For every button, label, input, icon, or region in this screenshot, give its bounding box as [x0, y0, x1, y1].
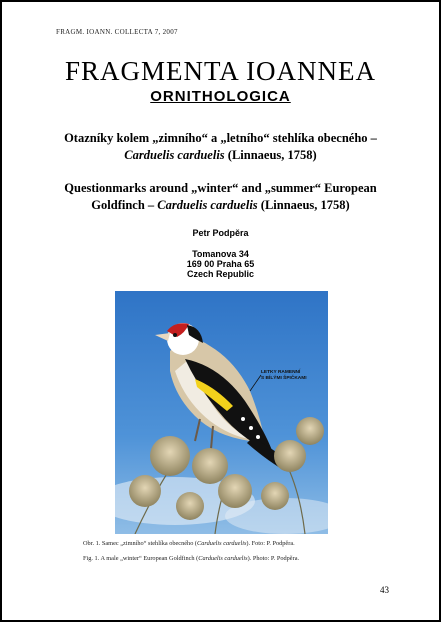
- page-number: 43: [380, 585, 389, 595]
- caption-en-suffix: ). Photo: P. Podpěra.: [247, 555, 300, 562]
- address-street: Tomanova 34: [192, 249, 249, 259]
- article-title-czech: [32, 130, 409, 164]
- title-en-line1: Questionmarks around „winter“ and „summer“ European: [64, 181, 377, 195]
- photo-annotation-line1: LETKY RAMENNÍ: [261, 370, 301, 375]
- caption-english: [83, 555, 299, 562]
- title-cz-species: Carduelis carduelis: [124, 148, 225, 162]
- caption-cz-prefix: Obr. 1. Samec „zimního“ stehlíka obecného (: [83, 540, 198, 547]
- photo-annotation-line2: S BÍLÝMI ŠPIČKAMI: [261, 376, 307, 381]
- title-cz-authority: (Linnaeus, 1758): [224, 148, 317, 162]
- author-name: Petr Podpěra: [192, 228, 249, 238]
- title-en-authority: (Linnaeus, 1758): [257, 198, 350, 212]
- caption-cz-suffix: ). Foto: P. Podpěra.: [246, 540, 295, 547]
- caption-en-species: Carduelis carduelis: [198, 555, 248, 562]
- article-title-english: [32, 180, 409, 214]
- address-country: Czech Republic: [186, 269, 254, 279]
- journal-subtitle: [2, 88, 439, 105]
- title-cz-line1: Otazníky kolem „zimního“ a „letního“ stehlíka obecného –: [64, 131, 377, 145]
- caption-en-prefix: Fig. 1. A male „winter“ European Goldfinch (: [83, 555, 199, 562]
- running-head: FRAGM. IOANN. COLLECTA 7, 2007: [56, 28, 178, 36]
- goldfinch-photo: [115, 291, 328, 534]
- journal-subtitle-text: ORNITHOLOGICA: [150, 88, 291, 105]
- author-address: [2, 249, 439, 279]
- caption-cz-species: Carduelis carduelis: [197, 540, 247, 547]
- address-city: 169 00 Praha 65: [186, 259, 255, 269]
- title-en-prefix: Goldfinch –: [91, 198, 158, 212]
- journal-title: FRAGMENTA IOANNEA: [64, 56, 377, 86]
- caption-czech: [83, 540, 295, 547]
- title-en-species: Carduelis carduelis: [157, 198, 258, 212]
